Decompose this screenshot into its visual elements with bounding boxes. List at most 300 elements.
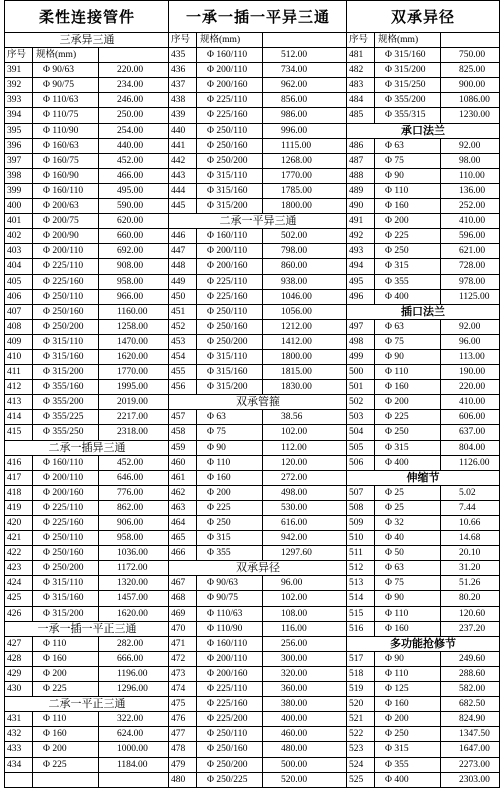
- table-row: [347, 320, 499, 335]
- cell-spec: Φ 315: [197, 531, 263, 545]
- cell-price: 1785.00: [281, 185, 312, 196]
- cell-number: 序号: [5, 48, 33, 62]
- cell-number: 398: [5, 169, 33, 183]
- table-row: [169, 335, 347, 350]
- cell-price: 1056.00: [281, 306, 312, 317]
- cell-spec: Φ 315/110: [197, 350, 263, 364]
- cell-price: 1046.00: [281, 291, 312, 302]
- cell-spec: Φ 355: [197, 546, 263, 560]
- cell-spec: Φ 315/200: [33, 365, 99, 379]
- table-row: [5, 139, 169, 154]
- cell-spec: Φ 225/110: [197, 682, 263, 696]
- cell-spec: Φ 200/160: [197, 259, 263, 273]
- cell-price: 246.00: [117, 95, 144, 106]
- table-row: [5, 365, 169, 380]
- table-row: [169, 486, 347, 501]
- cell-number: 419: [5, 501, 33, 515]
- table-row: [169, 667, 347, 682]
- table-row: [169, 410, 347, 425]
- cell-spec: Φ 250: [375, 425, 441, 439]
- section-heading: 多功能抢修节: [347, 637, 499, 652]
- table-row: [5, 229, 169, 244]
- cell-spec: Φ 90: [375, 652, 441, 666]
- cell-price: 776.00: [117, 487, 144, 498]
- cell-price: 96.00: [459, 336, 481, 347]
- cell-price: [441, 33, 499, 47]
- table-row: [5, 637, 169, 652]
- cell-spec: Φ 160: [375, 622, 441, 636]
- table-row: [169, 275, 347, 290]
- cell-price: 452.00: [117, 457, 144, 468]
- cell-number: 426: [5, 607, 33, 621]
- cell-price: 1995.00: [117, 382, 148, 393]
- cell-number: 507: [347, 486, 375, 500]
- table-row: [169, 108, 347, 123]
- cell-price: 116.00: [281, 623, 307, 634]
- cell-spec: Φ 75: [197, 425, 263, 439]
- cell-spec: Φ 355/315: [375, 108, 441, 122]
- cell-price: 621.00: [459, 246, 486, 257]
- cell-spec: Φ 355/160: [33, 380, 99, 394]
- cell-spec: Φ 25: [375, 486, 441, 500]
- cell-price: 80.20: [459, 593, 481, 604]
- cell-spec: Φ 110/75: [33, 108, 99, 122]
- cell-number: 410: [5, 350, 33, 364]
- cell-spec: Φ 225/160: [197, 108, 263, 122]
- cell-price: 272.00: [281, 472, 308, 483]
- cell-price: 380.00: [281, 699, 308, 710]
- cell-number: 序号: [169, 33, 197, 47]
- cell-number: 518: [347, 667, 375, 681]
- cell-spec: Φ 315/200: [197, 199, 263, 213]
- cell-price: 460.00: [281, 729, 308, 740]
- cell-number: 512: [347, 561, 375, 575]
- cell-spec: Φ 315/160: [33, 350, 99, 364]
- cell-number: 425: [5, 591, 33, 605]
- cell-spec: Φ 200: [197, 486, 263, 500]
- cell-price: 1160.00: [117, 306, 148, 317]
- table-row: [347, 456, 499, 471]
- cell-spec: Φ 250/200: [197, 335, 263, 349]
- cell-spec: Φ 225/160: [197, 290, 263, 304]
- table-row: [5, 456, 169, 471]
- cell-number: 465: [169, 531, 197, 545]
- cell-number: 447: [169, 244, 197, 258]
- section-heading: 双承异径: [169, 561, 347, 576]
- cell-price: 252.00: [459, 201, 486, 212]
- section-heading: 一承一插一平正三通: [5, 622, 169, 637]
- cell-price: 92.00: [459, 321, 481, 332]
- cell-spec: Φ 250/110: [197, 727, 263, 741]
- cell-price: 190.00: [459, 367, 486, 378]
- cell-spec: Φ 225: [197, 501, 263, 515]
- table-row: [347, 425, 499, 440]
- cell-price: 220.00: [459, 382, 486, 393]
- table-row: [347, 154, 499, 169]
- cell-price: 1172.00: [117, 563, 148, 574]
- cell-price: 692.00: [117, 246, 144, 257]
- cell-price: 38.56: [281, 412, 303, 423]
- table-row: [169, 305, 347, 320]
- cell-price: 1470.00: [117, 336, 148, 347]
- cell-price: 582.00: [459, 684, 486, 695]
- table-row: [169, 63, 347, 78]
- cell-spec: Φ 355: [375, 758, 441, 772]
- cell-price: 96.00: [281, 578, 303, 589]
- cell-price: 120.00: [281, 457, 308, 468]
- cell-number: 479: [169, 758, 197, 772]
- cell-number: 409: [5, 335, 33, 349]
- cell-number: 429: [5, 667, 33, 681]
- section-heading: 插口法兰: [347, 305, 499, 320]
- cell-price: [99, 48, 169, 62]
- table-row: [5, 184, 169, 199]
- table-row: [5, 124, 169, 139]
- table-row: [169, 456, 347, 471]
- cell-spec: Φ 110/90: [197, 622, 263, 636]
- cell-number: 489: [347, 184, 375, 198]
- table-row: [5, 667, 169, 682]
- cell-spec: Φ 90: [197, 441, 263, 455]
- cell-price: 495.00: [117, 185, 144, 196]
- cell-price: 102.00: [281, 593, 308, 604]
- cell-number: 463: [169, 501, 197, 515]
- cell-price: 637.00: [459, 427, 486, 438]
- cell-number: [5, 773, 33, 787]
- cell-number: 520: [347, 697, 375, 711]
- cell-number: 513: [347, 576, 375, 590]
- table-row: [347, 108, 499, 123]
- cell-price: 860.00: [281, 261, 308, 272]
- table-row: [5, 410, 169, 425]
- cell-price: 1647.00: [459, 744, 490, 755]
- column-title: 柔性连接管件: [5, 0, 169, 33]
- cell-spec: Φ 75: [375, 154, 441, 168]
- section-heading: 三承异三通: [5, 33, 169, 48]
- column-title: 双承异径: [347, 0, 499, 33]
- cell-price: 237.20: [459, 623, 486, 634]
- cell-spec: Φ 250/200: [197, 758, 263, 772]
- table-row: [169, 682, 347, 697]
- cell-spec: Φ 250/110: [197, 305, 263, 319]
- cell-price: 682.50: [459, 699, 486, 710]
- table-column-2: [168, 0, 347, 788]
- cell-spec: Φ 315/110: [197, 169, 263, 183]
- cell-number: 439: [169, 108, 197, 122]
- table-row: [169, 184, 347, 199]
- table-row: [169, 546, 347, 561]
- table-row: [347, 78, 499, 93]
- cell-spec: Φ 200/160: [197, 78, 263, 92]
- cell-price: 1620.00: [117, 351, 148, 362]
- cell-number: 469: [169, 607, 197, 621]
- cell-number: 493: [347, 244, 375, 258]
- cell-price: 1347.50: [459, 729, 490, 740]
- cell-price: 452.00: [117, 155, 144, 166]
- table-row: [5, 516, 169, 531]
- cell-spec: Φ 110: [375, 365, 441, 379]
- table-row: [169, 229, 347, 244]
- cell-number: 440: [169, 124, 197, 138]
- cell-spec: Φ 160: [197, 471, 263, 485]
- cell-number: 473: [169, 667, 197, 681]
- cell-spec: Φ 250: [197, 516, 263, 530]
- table-row: [169, 742, 347, 757]
- table-row: [169, 320, 347, 335]
- cell-price: 400.00: [281, 714, 308, 725]
- cell-price: 1800.00: [281, 351, 312, 362]
- table-row: [169, 350, 347, 365]
- cell-number: 491: [347, 214, 375, 228]
- table-row: [169, 773, 347, 788]
- cell-number: 486: [347, 139, 375, 153]
- cell-number: 435: [169, 48, 197, 62]
- table-row: [5, 350, 169, 365]
- cell-number: 399: [5, 184, 33, 198]
- table-row: [347, 742, 499, 757]
- cell-spec: Φ 75: [375, 576, 441, 590]
- cell-spec: Φ 90/63: [197, 576, 263, 590]
- cell-number: 450: [169, 290, 197, 304]
- cell-number: 459: [169, 441, 197, 455]
- cell-number: 501: [347, 380, 375, 394]
- cell-number: 442: [169, 154, 197, 168]
- cell-number: 416: [5, 456, 33, 470]
- cell-spec: Φ 315/110: [33, 576, 99, 590]
- cell-number: 401: [5, 214, 33, 228]
- cell-spec: Φ 225: [375, 410, 441, 424]
- cell-number: 517: [347, 652, 375, 666]
- table-row: [169, 380, 347, 395]
- section-heading: 双承管箍: [169, 395, 347, 410]
- cell-spec: Φ 200/90: [33, 229, 99, 243]
- cell-number: 431: [5, 712, 33, 726]
- table-row: [347, 486, 499, 501]
- table-row: [169, 124, 347, 139]
- cell-spec: Φ 200/75: [33, 214, 99, 228]
- cell-price: 962.00: [281, 80, 308, 91]
- cell-price: 646.00: [117, 472, 144, 483]
- cell-number: 485: [347, 108, 375, 122]
- table-row: [5, 531, 169, 546]
- cell-spec: Φ 225: [33, 758, 99, 772]
- cell-number: 471: [169, 637, 197, 651]
- cell-spec: Φ 160: [375, 380, 441, 394]
- cell-number: 395: [5, 124, 33, 138]
- cell-price: 282.00: [117, 638, 144, 649]
- cell-price: 2273.00: [459, 759, 490, 770]
- cell-price: 824.90: [459, 714, 486, 725]
- table-row: [5, 591, 169, 606]
- cell-spec: Φ 225: [33, 682, 99, 696]
- cell-number: 480: [169, 773, 197, 787]
- cell-spec: Φ 315/160: [197, 184, 263, 198]
- table-row: [5, 561, 169, 576]
- table-row: [169, 169, 347, 184]
- cell-number: 466: [169, 546, 197, 560]
- cell-price: 14.68: [459, 533, 481, 544]
- table-row: [169, 607, 347, 622]
- cell-spec: Φ 200: [33, 667, 99, 681]
- cell-number: 508: [347, 501, 375, 515]
- cell-spec: Φ 63: [375, 320, 441, 334]
- cell-number: 445: [169, 199, 197, 213]
- table-column-3: [346, 0, 500, 788]
- cell-number: 449: [169, 275, 197, 289]
- cell-price: 728.00: [459, 261, 486, 272]
- cell-spec: Φ 160/90: [33, 169, 99, 183]
- table-row: [169, 93, 347, 108]
- cell-price: 616.00: [281, 518, 308, 528]
- cell-number: 474: [169, 682, 197, 696]
- table-row: [5, 259, 169, 274]
- section-heading: 伸缩节: [347, 471, 499, 486]
- cell-price: 1770.00: [281, 170, 312, 181]
- cell-number: 420: [5, 516, 33, 530]
- cell-number: 430: [5, 682, 33, 696]
- cell-number: 404: [5, 259, 33, 273]
- cell-spec: Φ 110: [375, 184, 441, 198]
- cell-spec: Φ 160/75: [33, 154, 99, 168]
- cell-price: 10.66: [459, 518, 481, 528]
- cell-spec: Φ 110: [375, 607, 441, 621]
- cell-price: 360.00: [281, 684, 308, 695]
- cell-spec: Φ 40: [375, 531, 441, 545]
- cell-price: 966.00: [117, 291, 144, 302]
- table-row: [347, 290, 499, 305]
- table-row: [5, 471, 169, 486]
- cell-spec: Φ 200/110: [197, 63, 263, 77]
- cell-spec: Φ 160/110: [197, 637, 263, 651]
- cell-number: 495: [347, 275, 375, 289]
- cell-number: 402: [5, 229, 33, 243]
- cell-number: 499: [347, 350, 375, 364]
- table-row: [347, 622, 499, 637]
- cell-spec: Φ 110/63: [33, 93, 99, 107]
- cell-price: 1297.60: [281, 548, 312, 559]
- cell-spec: Φ 32: [375, 516, 441, 530]
- cell-spec: Φ 200/160: [33, 486, 99, 500]
- cell-number: 523: [347, 742, 375, 756]
- cell-spec: Φ 250/110: [33, 290, 99, 304]
- cell-number: 464: [169, 516, 197, 530]
- cell-spec: Φ 355/250: [33, 425, 99, 439]
- cell-price: 798.00: [281, 246, 308, 257]
- cell-number: 434: [5, 758, 33, 772]
- table-row: [169, 471, 347, 486]
- cell-spec: Φ 225: [375, 229, 441, 243]
- cell-price: 1620.00: [117, 608, 148, 619]
- cell-price: 92.00: [459, 140, 481, 151]
- cell-price: 2217.00: [117, 412, 148, 423]
- cell-number: 441: [169, 139, 197, 153]
- cell-price: 942.00: [281, 533, 308, 544]
- cell-spec: Φ 225/110: [33, 501, 99, 515]
- table-row: [347, 697, 499, 712]
- cell-spec: [33, 773, 99, 787]
- cell-number: 503: [347, 410, 375, 424]
- cell-number: 497: [347, 320, 375, 334]
- table-row: [347, 199, 499, 214]
- table-row: [5, 335, 169, 350]
- cell-price: 1184.00: [117, 759, 148, 770]
- cell-spec: Φ 315: [375, 441, 441, 455]
- table-header-row: [347, 33, 499, 48]
- cell-spec: Φ 225/160: [33, 516, 99, 530]
- cell-price: 1412.00: [281, 336, 312, 347]
- table-row: [347, 214, 499, 229]
- cell-number: 472: [169, 652, 197, 666]
- cell-spec: Φ 315: [375, 259, 441, 273]
- cell-number: 505: [347, 441, 375, 455]
- cell-number: 417: [5, 471, 33, 485]
- cell-price: 900.00: [459, 80, 486, 91]
- cell-number: 458: [169, 425, 197, 439]
- cell-number: 510: [347, 531, 375, 545]
- cell-number: 392: [5, 78, 33, 92]
- cell-spec: Φ 90: [375, 169, 441, 183]
- cell-number: 451: [169, 305, 197, 319]
- table-row: [5, 320, 169, 335]
- cell-price: 254.00: [117, 125, 144, 136]
- cell-price: 734.00: [281, 65, 308, 76]
- cell-spec: Φ 50: [375, 546, 441, 560]
- cell-price: 512.00: [281, 50, 308, 61]
- table-row: [169, 712, 347, 727]
- cell-price: 7.44: [459, 502, 476, 513]
- cell-price: 996.00: [281, 125, 308, 136]
- cell-spec: Φ 225/110: [197, 93, 263, 107]
- cell-number: 414: [5, 410, 33, 424]
- cell-number: 455: [169, 365, 197, 379]
- cell-number: 407: [5, 305, 33, 319]
- cell-price: 256.00: [281, 638, 308, 649]
- cell-price: 1086.00: [459, 95, 490, 106]
- cell-number: 403: [5, 244, 33, 258]
- cell-spec: Φ 160/110: [33, 184, 99, 198]
- cell-price: 250.00: [117, 110, 144, 121]
- table-row: [347, 380, 499, 395]
- table-row: [347, 712, 499, 727]
- cell-number: 514: [347, 591, 375, 605]
- table-row: [169, 652, 347, 667]
- cell-spec: Φ 125: [375, 682, 441, 696]
- table-row: [169, 199, 347, 214]
- cell-price: 110.00: [459, 170, 485, 181]
- cell-spec: Φ 400: [375, 456, 441, 470]
- column-title: 一承一插一平异三通: [169, 0, 347, 33]
- table-row: [347, 169, 499, 184]
- cell-number: 470: [169, 622, 197, 636]
- cell-number: 460: [169, 456, 197, 470]
- table-row: [5, 244, 169, 259]
- table-row: [5, 742, 169, 757]
- cell-number: 405: [5, 275, 33, 289]
- table-row: [169, 48, 347, 63]
- cell-number: 396: [5, 139, 33, 153]
- cell-price: 300.00: [281, 653, 308, 664]
- cell-price: 1457.00: [117, 593, 148, 604]
- cell-number: 515: [347, 607, 375, 621]
- table-row: [169, 78, 347, 93]
- cell-spec: Φ 315: [375, 742, 441, 756]
- cell-price: 590.00: [117, 201, 144, 212]
- cell-spec: Φ 315/200: [33, 607, 99, 621]
- cell-number: 519: [347, 682, 375, 696]
- cell-number: 391: [5, 63, 33, 77]
- cell-spec: Φ 355: [375, 275, 441, 289]
- table-row: [169, 139, 347, 154]
